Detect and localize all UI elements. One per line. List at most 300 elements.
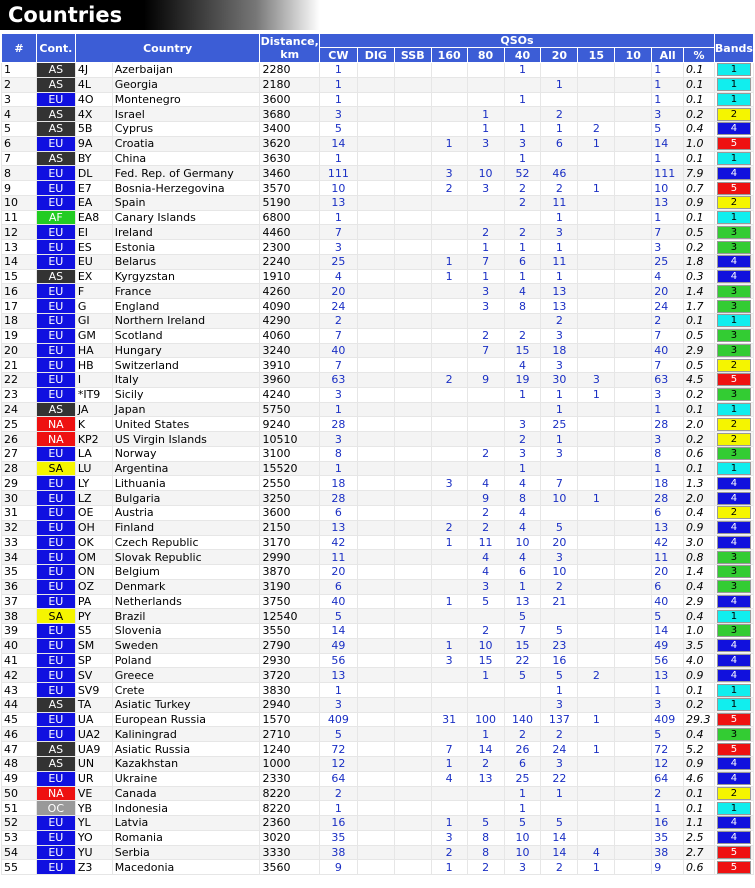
row-number: 48 [2, 756, 37, 771]
qso-15 [578, 195, 615, 210]
qso-cw: 3 [319, 240, 357, 255]
qso-80 [467, 63, 504, 78]
table-row [2, 446, 754, 461]
qso-80: 3 [467, 136, 504, 151]
distance: 2360 [260, 816, 319, 831]
qso-10 [615, 505, 652, 520]
qso-160: 4 [431, 771, 467, 786]
qso-10 [615, 343, 652, 358]
table-row [2, 343, 754, 358]
continent-badge: EU [36, 225, 75, 240]
bands-count: 3 [717, 300, 751, 313]
qso-cw: 1 [319, 210, 357, 225]
qso-40: 1 [504, 269, 541, 284]
qso-160 [431, 786, 467, 801]
bands-count: 3 [717, 329, 751, 342]
bands-badge [714, 624, 753, 639]
qso-80: 14 [467, 742, 504, 757]
bands-badge [714, 742, 753, 757]
qso-all: 1 [652, 151, 684, 166]
qso-all: 7 [652, 328, 684, 343]
qso-160 [431, 299, 467, 314]
bands-count: 1 [717, 610, 751, 623]
qso-40: 7 [504, 624, 541, 639]
bands-badge [714, 579, 753, 594]
call-prefix: HA [75, 343, 112, 358]
row-number: 38 [2, 609, 37, 624]
bands-count: 4 [717, 122, 751, 135]
qso-20: 2 [541, 860, 578, 875]
row-number: 13 [2, 240, 37, 255]
qso-15 [578, 816, 615, 831]
qso-160: 1 [431, 136, 467, 151]
continent-badge: AS [36, 151, 75, 166]
qso-all: 6 [652, 505, 684, 520]
bands-badge [714, 166, 753, 181]
qso-percent: 0.1 [684, 151, 715, 166]
qso-10 [615, 609, 652, 624]
qso-ssb [394, 520, 431, 535]
bands-count: 1 [717, 314, 751, 327]
qso-ssb [394, 210, 431, 225]
qso-80 [467, 387, 504, 402]
bands-count: 1 [717, 63, 751, 76]
qso-10 [615, 269, 652, 284]
qso-10 [615, 461, 652, 476]
qso-all: 1 [652, 683, 684, 698]
qso-80 [467, 402, 504, 417]
call-prefix: G [75, 299, 112, 314]
qso-10 [615, 712, 652, 727]
header-sub[interactable]: % [684, 48, 715, 63]
row-number: 53 [2, 830, 37, 845]
qso-percent: 0.3 [684, 269, 715, 284]
qso-40 [504, 402, 541, 417]
qso-80: 100 [467, 712, 504, 727]
country-name: Kazakhstan [112, 756, 260, 771]
qso-all: 5 [652, 609, 684, 624]
qso-10 [615, 284, 652, 299]
bands-count: 5 [717, 743, 751, 756]
bands-badge [714, 756, 753, 771]
row-number: 42 [2, 668, 37, 683]
call-prefix: EU [75, 254, 112, 269]
header-sub[interactable]: CW [319, 48, 357, 63]
qso-all: 49 [652, 638, 684, 653]
qso-all: 13 [652, 520, 684, 535]
call-prefix: SV [75, 668, 112, 683]
qso-10 [615, 402, 652, 417]
qso-percent: 0.9 [684, 668, 715, 683]
qso-15 [578, 697, 615, 712]
qso-80: 4 [467, 565, 504, 580]
qso-dig [357, 535, 394, 550]
qso-10 [615, 254, 652, 269]
continent-badge: EU [36, 284, 75, 299]
qso-all: 11 [652, 550, 684, 565]
qso-10 [615, 756, 652, 771]
bands-count: 1 [717, 152, 751, 165]
call-prefix: GI [75, 314, 112, 329]
header-sub[interactable]: 80 [467, 48, 504, 63]
qso-160: 1 [431, 816, 467, 831]
qso-20: 2 [541, 314, 578, 329]
country-name: Belgium [112, 565, 260, 580]
distance: 2280 [260, 63, 319, 78]
qso-10 [615, 314, 652, 329]
table-row [2, 727, 754, 742]
header-bands[interactable]: Bands [714, 34, 753, 63]
bands-badge [714, 92, 753, 107]
qso-15 [578, 594, 615, 609]
qso-80 [467, 151, 504, 166]
qso-ssb [394, 136, 431, 151]
qso-cw: 11 [319, 550, 357, 565]
row-number: 8 [2, 166, 37, 181]
qso-ssb [394, 697, 431, 712]
qso-10 [615, 742, 652, 757]
qso-percent: 2.9 [684, 594, 715, 609]
bands-badge [714, 860, 753, 875]
qso-15 [578, 402, 615, 417]
qso-dig [357, 756, 394, 771]
qso-20: 13 [541, 284, 578, 299]
call-prefix: 4J [75, 63, 112, 78]
call-prefix: K [75, 417, 112, 432]
qso-percent: 0.1 [684, 77, 715, 92]
country-name: Latvia [112, 816, 260, 831]
qso-all: 3 [652, 107, 684, 122]
header-sub[interactable]: 10 [615, 48, 652, 63]
qso-20: 3 [541, 328, 578, 343]
qso-percent: 0.1 [684, 683, 715, 698]
qso-80 [467, 92, 504, 107]
qso-ssb [394, 195, 431, 210]
qso-all: 1 [652, 402, 684, 417]
header-sub[interactable]: 20 [541, 48, 578, 63]
qso-percent: 1.4 [684, 284, 715, 299]
qso-15 [578, 210, 615, 225]
bands-count: 2 [717, 108, 751, 121]
qso-cw: 72 [319, 742, 357, 757]
qso-cw: 24 [319, 299, 357, 314]
qso-all: 1 [652, 63, 684, 78]
continent-badge: EU [36, 373, 75, 388]
header-sub[interactable]: 15 [578, 48, 615, 63]
bands-badge [714, 771, 753, 786]
qso-40 [504, 210, 541, 225]
qso-80: 1 [467, 668, 504, 683]
country-name: Canada [112, 786, 260, 801]
qso-dig [357, 624, 394, 639]
qso-80: 1 [467, 727, 504, 742]
call-prefix: UN [75, 756, 112, 771]
continent-badge: EU [36, 653, 75, 668]
bands-badge [714, 195, 753, 210]
header-num[interactable]: # [2, 34, 37, 63]
qso-ssb [394, 638, 431, 653]
qso-dig [357, 151, 394, 166]
continent-badge: EU [36, 181, 75, 196]
bands-badge [714, 210, 753, 225]
distance: 10510 [260, 432, 319, 447]
qso-80: 9 [467, 373, 504, 388]
call-prefix: PA [75, 594, 112, 609]
table-row [2, 476, 754, 491]
distance: 2940 [260, 697, 319, 712]
call-prefix: OM [75, 550, 112, 565]
header-distance[interactable]: Distance, km [260, 35, 319, 61]
qso-20: 1 [541, 387, 578, 402]
qso-160: 1 [431, 535, 467, 550]
table-row [2, 77, 754, 92]
qso-40: 4 [504, 358, 541, 373]
row-number: 17 [2, 299, 37, 314]
row-number: 50 [2, 786, 37, 801]
qso-all: 3 [652, 432, 684, 447]
bands-count: 3 [717, 565, 751, 578]
qso-all: 63 [652, 373, 684, 388]
qso-160: 3 [431, 653, 467, 668]
qso-15 [578, 107, 615, 122]
qso-160 [431, 668, 467, 683]
continent-badge: AS [36, 63, 75, 78]
call-prefix: Z3 [75, 860, 112, 875]
bands-badge [714, 373, 753, 388]
qso-15 [578, 446, 615, 461]
qso-15 [578, 786, 615, 801]
table-row [2, 624, 754, 639]
qso-20: 46 [541, 166, 578, 181]
bands-count: 1 [717, 698, 751, 711]
qso-cw: 28 [319, 417, 357, 432]
qso-15 [578, 683, 615, 698]
header-sub[interactable]: All [652, 48, 684, 63]
bands-count: 3 [717, 551, 751, 564]
continent-badge: EU [36, 668, 75, 683]
call-prefix: SP [75, 653, 112, 668]
continent-badge: EU [36, 535, 75, 550]
qso-160: 2 [431, 373, 467, 388]
row-number: 22 [2, 373, 37, 388]
qso-percent: 2.9 [684, 343, 715, 358]
country-name: Bosnia-Herzegovina [112, 181, 260, 196]
bands-count: 4 [717, 492, 751, 505]
bands-badge [714, 107, 753, 122]
table-body [2, 63, 754, 875]
qso-20: 5 [541, 668, 578, 683]
continent-badge: EU [36, 550, 75, 565]
distance: 4260 [260, 284, 319, 299]
header-sub[interactable]: 160 [431, 48, 467, 63]
qso-ssb [394, 373, 431, 388]
qso-cw: 111 [319, 166, 357, 181]
qso-dig [357, 387, 394, 402]
qso-percent: 0.4 [684, 505, 715, 520]
header-continent[interactable]: Cont. [36, 34, 75, 63]
qso-15 [578, 830, 615, 845]
call-prefix: LY [75, 476, 112, 491]
row-number: 12 [2, 225, 37, 240]
qso-160 [431, 343, 467, 358]
distance: 2930 [260, 653, 319, 668]
qso-160 [431, 195, 467, 210]
qso-all: 6 [652, 579, 684, 594]
qso-cw: 3 [319, 697, 357, 712]
table-row [2, 254, 754, 269]
bands-count: 1 [717, 211, 751, 224]
table-row [2, 683, 754, 698]
bands-count: 5 [717, 713, 751, 726]
row-number: 21 [2, 358, 37, 373]
call-prefix: TA [75, 697, 112, 712]
qso-dig [357, 92, 394, 107]
country-name: Serbia [112, 845, 260, 860]
distance: 3400 [260, 122, 319, 137]
qso-40: 3 [504, 446, 541, 461]
qso-dig [357, 225, 394, 240]
table-row [2, 195, 754, 210]
call-prefix: VE [75, 786, 112, 801]
qso-160 [431, 801, 467, 816]
qso-15: 1 [578, 181, 615, 196]
qso-10 [615, 299, 652, 314]
qso-160 [431, 284, 467, 299]
qso-ssb [394, 742, 431, 757]
qso-10 [615, 491, 652, 506]
qso-80 [467, 314, 504, 329]
country-name: Indonesia [112, 801, 260, 816]
continent-badge: NA [36, 417, 75, 432]
qso-20 [541, 461, 578, 476]
qso-80: 8 [467, 830, 504, 845]
distance: 2150 [260, 520, 319, 535]
qso-80 [467, 358, 504, 373]
country-name: China [112, 151, 260, 166]
qso-percent: 4.5 [684, 373, 715, 388]
qso-dig [357, 565, 394, 580]
qso-80: 10 [467, 166, 504, 181]
row-number: 47 [2, 742, 37, 757]
bands-badge [714, 668, 753, 683]
country-name: Azerbaijan [112, 63, 260, 78]
distance: 3020 [260, 830, 319, 845]
country-name: Asiatic Russia [112, 742, 260, 757]
distance: 3680 [260, 107, 319, 122]
row-number: 46 [2, 727, 37, 742]
qso-cw: 40 [319, 343, 357, 358]
call-prefix: YL [75, 816, 112, 831]
qso-40: 8 [504, 299, 541, 314]
qso-dig [357, 136, 394, 151]
bands-badge [714, 314, 753, 329]
header-country[interactable]: Country [75, 34, 260, 63]
qso-10 [615, 550, 652, 565]
table-row [2, 609, 754, 624]
qso-ssb [394, 358, 431, 373]
distance: 3830 [260, 683, 319, 698]
qso-10 [615, 771, 652, 786]
qso-ssb [394, 786, 431, 801]
qso-80: 9 [467, 491, 504, 506]
distance: 2710 [260, 727, 319, 742]
row-number: 2 [2, 77, 37, 92]
table-row [2, 801, 754, 816]
country-name: Kyrgyzstan [112, 269, 260, 284]
country-name: European Russia [112, 712, 260, 727]
qso-cw: 14 [319, 624, 357, 639]
qso-160: 1 [431, 756, 467, 771]
distance: 2550 [260, 476, 319, 491]
bands-badge [714, 461, 753, 476]
continent-badge: EU [36, 638, 75, 653]
distance: 3550 [260, 624, 319, 639]
qso-15 [578, 358, 615, 373]
continent-badge: EU [36, 579, 75, 594]
qso-10 [615, 816, 652, 831]
call-prefix: I [75, 373, 112, 388]
header-sub[interactable]: DIG [357, 48, 394, 63]
row-number: 43 [2, 683, 37, 698]
country-name: Czech Republic [112, 535, 260, 550]
qso-all: 13 [652, 668, 684, 683]
table-row [2, 505, 754, 520]
header-sub[interactable]: 40 [504, 48, 541, 63]
qso-cw: 10 [319, 181, 357, 196]
qso-dig [357, 816, 394, 831]
country-name: Cyprus [112, 122, 260, 137]
qso-15 [578, 343, 615, 358]
qso-40: 1 [504, 63, 541, 78]
continent-badge: EU [36, 712, 75, 727]
call-prefix: YO [75, 830, 112, 845]
qso-percent: 2.0 [684, 417, 715, 432]
qso-percent: 0.1 [684, 461, 715, 476]
qso-cw: 1 [319, 77, 357, 92]
distance: 15520 [260, 461, 319, 476]
qso-dig [357, 269, 394, 284]
qso-cw: 1 [319, 683, 357, 698]
qso-20: 1 [541, 122, 578, 137]
call-prefix: EA8 [75, 210, 112, 225]
table-row [2, 402, 754, 417]
qso-10 [615, 579, 652, 594]
qso-40: 2 [504, 432, 541, 447]
table-row [2, 299, 754, 314]
qso-10 [615, 136, 652, 151]
call-prefix: ES [75, 240, 112, 255]
qso-80: 7 [467, 343, 504, 358]
row-number: 18 [2, 314, 37, 329]
call-prefix: UA2 [75, 727, 112, 742]
call-prefix: 4X [75, 107, 112, 122]
continent-badge: EU [36, 476, 75, 491]
qso-20: 21 [541, 594, 578, 609]
qso-40 [504, 314, 541, 329]
table-row [2, 181, 754, 196]
qso-ssb [394, 505, 431, 520]
qso-all: 3 [652, 387, 684, 402]
qso-percent: 3.0 [684, 535, 715, 550]
qso-40: 1 [504, 579, 541, 594]
qso-20: 30 [541, 373, 578, 388]
qso-ssb [394, 166, 431, 181]
distance: 4060 [260, 328, 319, 343]
qso-80: 3 [467, 579, 504, 594]
bands-badge [714, 358, 753, 373]
qso-cw: 1 [319, 151, 357, 166]
header-sub[interactable]: SSB [394, 48, 431, 63]
